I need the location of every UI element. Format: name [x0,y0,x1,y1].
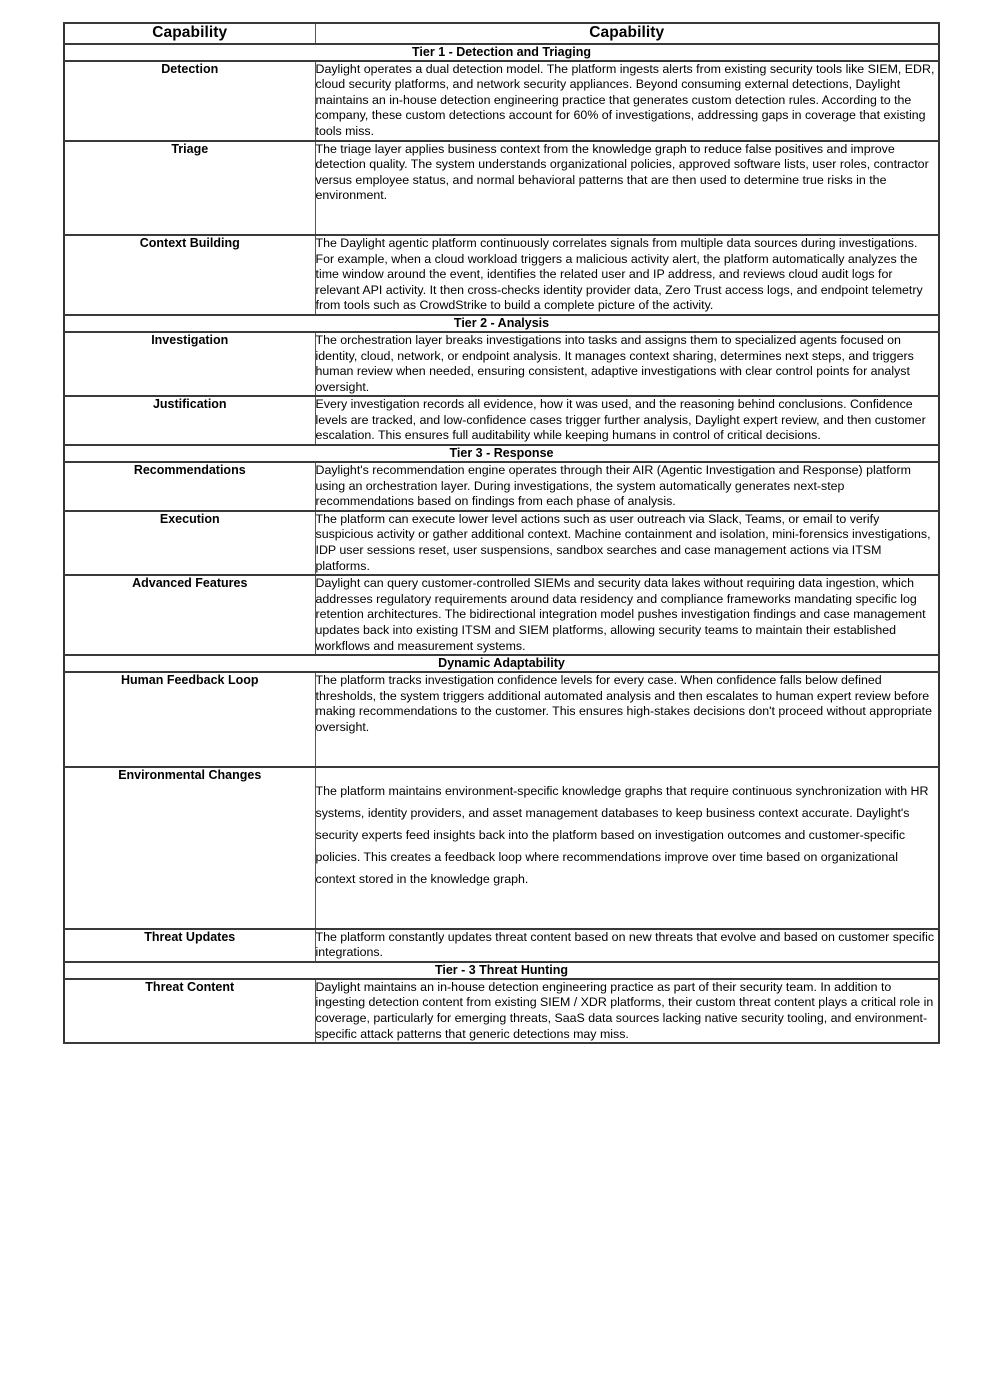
table-row [64,767,939,929]
section-banner-threat-hunting: Tier - 3 Threat Hunting [64,962,939,979]
section-banner-tier-1: Tier 1 - Detection and Triaging [64,44,939,61]
section-banner-row [64,315,939,332]
capability-name: Environmental Changes [64,767,315,929]
capability-description: The platform constantly updates threat content based on new threats that evolve and based on customer specific integrations. [315,929,939,962]
section-banner-dynamic-adaptability: Dynamic Adaptability [64,655,939,672]
capability-name: Investigation [64,332,315,396]
section-banner-tier-2: Tier 2 - Analysis [64,315,939,332]
section-banner-tier-3: Tier 3 - Response [64,445,939,462]
capability-description: Every investigation records all evidence, how it was used, and the reasoning behind conclusions. Confidence levels are tracked, and low-confidence cases trigger further analysis, Daylight expert review, and then customer escalation. This ensures full auditability while keeping humans in control of critical decisions. [315,396,939,445]
table-row [64,672,939,766]
capability-description: The Daylight agentic platform continuously correlates signals from multiple data sources during investigations. For example, when a cloud workload triggers a malicious activity alert, the platform automatically analyzes the time window around the event, identifies the related user and IP address, and reviews cloud audit logs for relevant API activity. It then cross-checks identity provider data, Zero Trust access logs, and endpoint telemetry from tools such as CrowdStrike to build a complete picture of the activity. [315,235,939,315]
capability-name: Advanced Features [64,575,315,655]
table-row [64,462,939,511]
table-row [64,511,939,575]
table-row [64,141,939,235]
capability-name: Context Building [64,235,315,315]
capability-name: Threat Content [64,979,315,1043]
capability-name: Triage [64,141,315,235]
capability-description: The orchestration layer breaks investigations into tasks and assigns them to specialized agents focused on identity, cloud, network, or endpoint analysis. It manages context sharing, determines next steps, and triggers human review when needed, ensuring consistent, adaptive investigations with clear control points for analyst oversight. [315,332,939,396]
section-banner-row [64,445,939,462]
table-row [64,332,939,396]
table-row [64,979,939,1043]
capability-name: Threat Updates [64,929,315,962]
capability-description: Daylight operates a dual detection model. The platform ingests alerts from existing security tools like SIEM, EDR, cloud security platforms, and network security appliances. Beyond consuming external detections, Daylight maintains an in-house detection engineering practice that generates custom detection rules. According to the company, these custom detections account for 60% of investigations, addressing gaps in coverage that existing tools miss. [315,61,939,141]
capability-name: Recommendations [64,462,315,511]
section-banner-row [64,44,939,61]
capability-description: The triage layer applies business context from the knowledge graph to reduce false positives and improve detection quality. The system understands organizational policies, approved software lists, user roles, contractor versus employee status, and normal behavioral patterns that are then used to determine true risks in the environment. [315,141,939,235]
header-cell-capability-1: Capability [64,23,315,44]
capability-name: Execution [64,511,315,575]
table-row [64,575,939,655]
capability-name: Detection [64,61,315,141]
capability-name: Human Feedback Loop [64,672,315,766]
table-row [64,235,939,315]
section-banner-row [64,962,939,979]
capability-description: Daylight can query customer-controlled SIEMs and security data lakes without requiring data ingestion, which addresses regulatory requirements around data residency and compliance frameworks mandating specific log retention architectures. The bidirectional integration model pushes investigation findings and case management updates back into existing ITSM and SIEM platforms, allowing security teams to maintain their established workflows and measurement systems. [315,575,939,655]
table-header-row [64,23,939,44]
capability-name: Justification [64,396,315,445]
capability-description: The platform maintains environment-specific knowledge graphs that require continuous synchronization with HR systems, identity providers, and asset management databases to keep business context accurate. Daylight's security experts feed insights back into the platform based on investigation outcomes and customer-specific policies. This creates a feedback loop where recommendations improve over time based on organizational context stored in the knowledge graph. [315,767,939,929]
capability-description: The platform tracks investigation confidence levels for every case. When confidence falls below defined thresholds, the system triggers additional automated analysis and then escalates to human expert review before making recommendations to the customer. This ensures high-stakes decisions don't proceed without appropriate oversight. [315,672,939,766]
table-row [64,929,939,962]
table-row [64,61,939,141]
capability-description: Daylight maintains an in-house detection engineering practice as part of their security team. In addition to ingesting detection content from existing SIEM / XDR platforms, their custom threat content plays a critical role in coverage, particularly for emerging threats, SaaS data sources lacking native security tooling, and environment-specific attack patterns that generic detections may miss. [315,979,939,1043]
capability-table [63,22,940,1044]
header-cell-capability-2: Capability [315,23,939,44]
capability-description: The platform can execute lower level actions such as user outreach via Slack, Teams, or email to verify suspicious activity or gather additional context. Machine containment and isolation, mini-forensics investigations, IDP user sessions reset, user suspensions, sandbox searches and case management actions via ITSM platforms. [315,511,939,575]
table-row [64,396,939,445]
capability-description: Daylight's recommendation engine operates through their AIR (Agentic Investigation and Response) platform using an orchestration layer. During investigations, the system automatically generates next-step recommendations based on findings from each phase of analysis. [315,462,939,511]
section-banner-row [64,655,939,672]
